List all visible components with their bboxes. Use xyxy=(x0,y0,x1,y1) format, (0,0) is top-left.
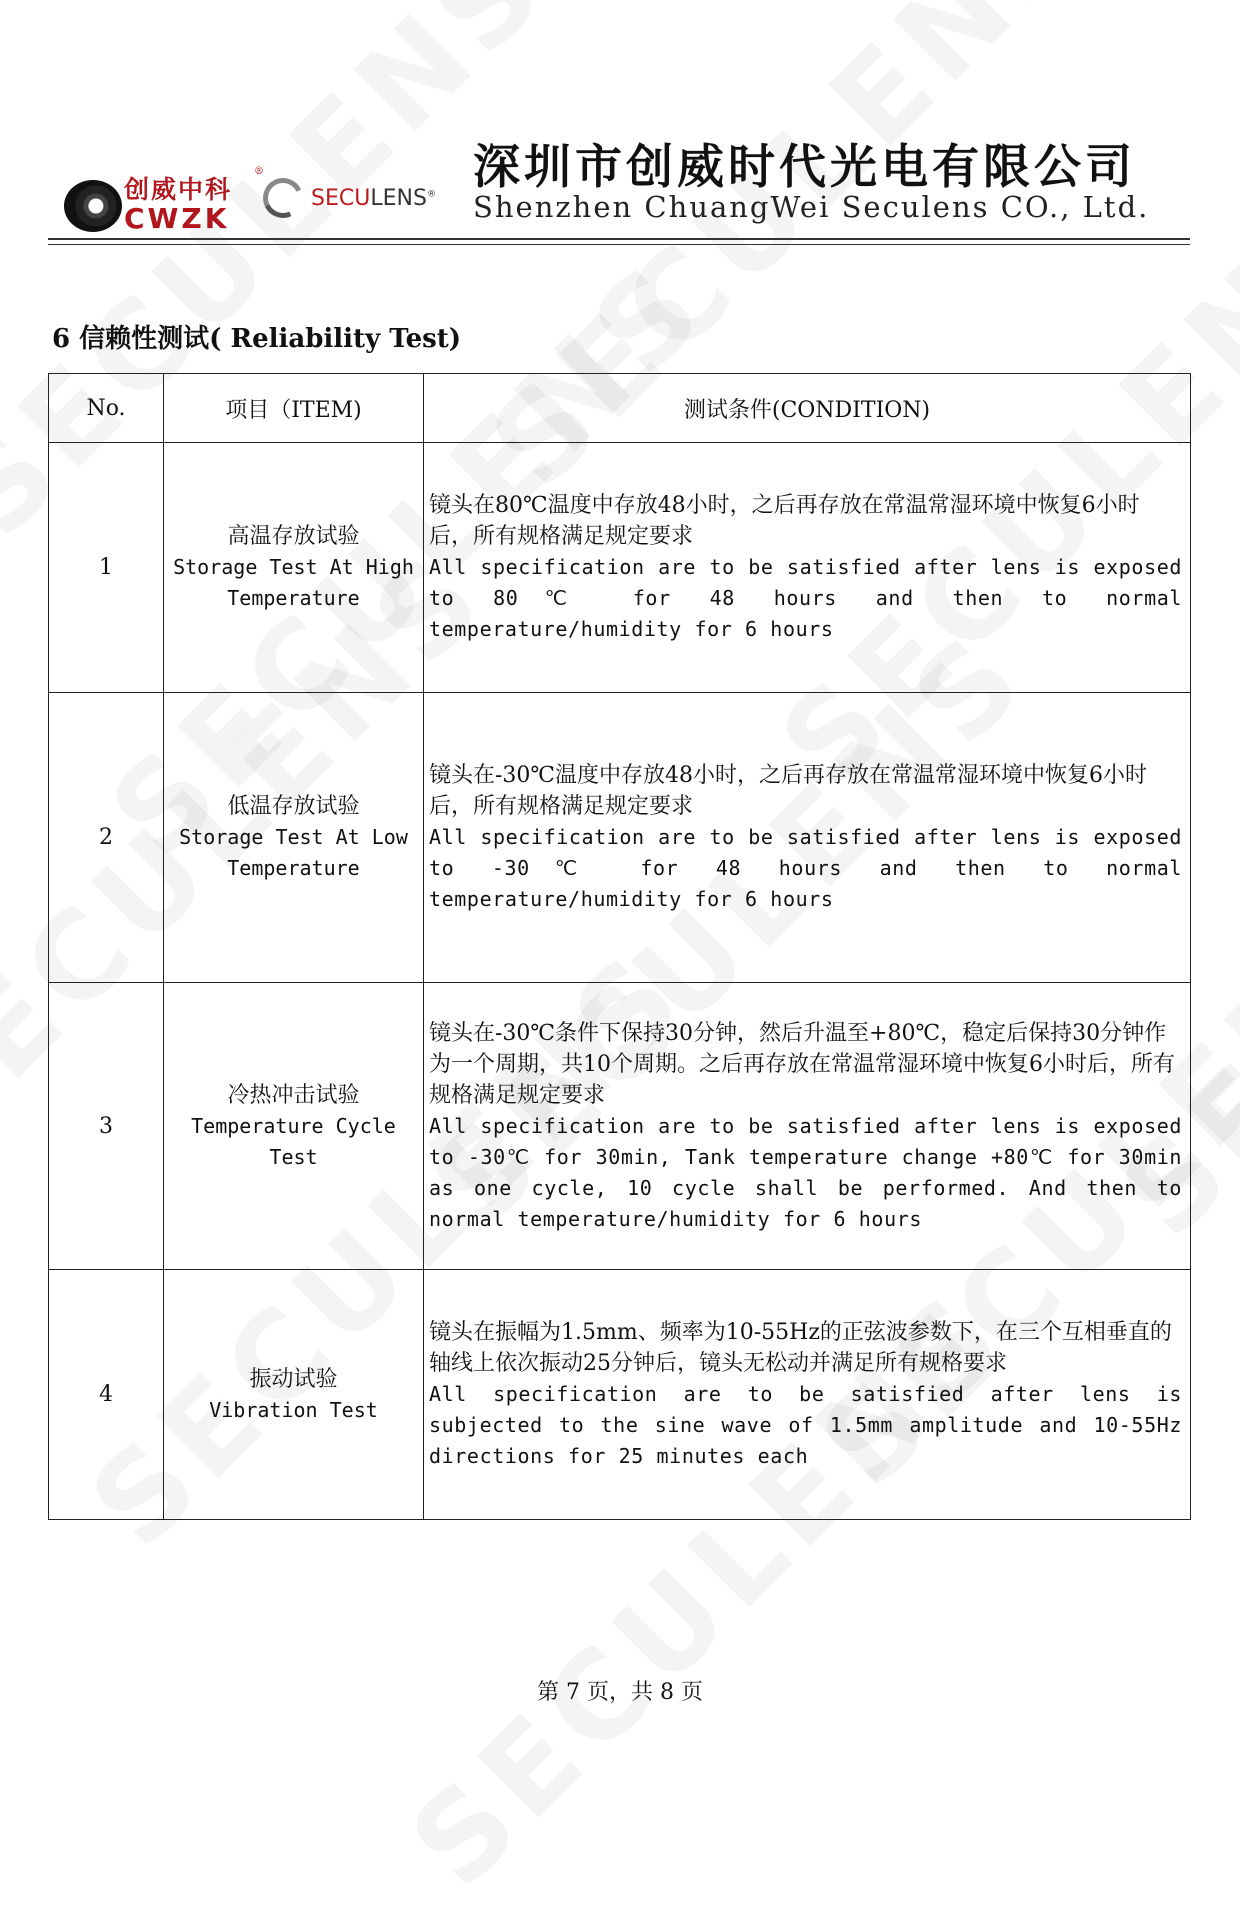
cwzk-logo-cn: 创威中科 xyxy=(124,175,233,204)
item-cn: 低温存放试验 xyxy=(227,794,360,819)
item-cn: 振动试验 xyxy=(249,1366,338,1392)
section-title: 6 信赖性测试( Reliability Test) xyxy=(52,324,462,354)
item-en: Storage Test At High Temperature xyxy=(173,555,414,610)
company-name-cn: 深圳市创威时代光电有限公司 xyxy=(473,140,1136,195)
cwzk-logo xyxy=(64,164,264,235)
col-header-no: No. xyxy=(49,374,164,443)
condition-en: All specification are to be satisfied after lens is subjected to the sine wave of 1.5mm amplitude and 10-55Hz directions for 25 minutes each xyxy=(429,1382,1182,1468)
row-condition xyxy=(424,1270,1191,1520)
row-condition xyxy=(424,693,1191,983)
header-rule-thin xyxy=(48,244,1190,245)
condition-en: All specification are to be satisfied after lens is exposed to -30℃ for 48 hours and then to normal temperature/humidity for 6 hours xyxy=(429,825,1182,911)
item-en: Vibration Test xyxy=(209,1397,378,1422)
company-name-en: Shenzhen ChuangWei Seculens CO., Ltd. xyxy=(473,190,1150,224)
item-cn: 高温存放试验 xyxy=(227,524,360,549)
row-item xyxy=(164,1270,424,1520)
item-en: Storage Test At Low Temperature xyxy=(179,825,408,880)
col-header-item: 项目（ITEM) xyxy=(164,374,424,443)
row-item xyxy=(164,983,424,1270)
table-row xyxy=(49,693,1191,983)
letterhead xyxy=(48,110,1190,250)
row-condition xyxy=(424,983,1191,1270)
table-header-row xyxy=(49,374,1191,443)
condition-en: All specification are to be satisfied after lens is exposed to -30℃ for 30min, Tank temperature change +80℃ for 30min as one cycle, 10 cycle shall be performed. And then to normal temperature/humidity for 6 hours xyxy=(429,1113,1182,1231)
item-en: Temperature Cycle Test xyxy=(191,1113,396,1169)
row-item xyxy=(164,693,424,983)
row-no: 4 xyxy=(49,1270,164,1520)
reliability-table xyxy=(48,373,1191,1520)
item-cn: 冷热冲击试验 xyxy=(227,1082,360,1108)
cwzk-logo-en: CWZK xyxy=(124,202,230,235)
row-no: 2 xyxy=(49,693,164,983)
header-rule xyxy=(48,238,1190,240)
row-condition xyxy=(424,443,1191,693)
row-no: 1 xyxy=(49,443,164,693)
condition-en: All specification are to be satisfied after lens is exposed to 80℃ for 48 hours and then to normal temperature/humidity for 6 hours xyxy=(429,555,1182,641)
page-number: 第 7 页，共 8 页 xyxy=(537,1680,703,1705)
condition-cn: 镜头在-30℃条件下保持30分钟，然后升温至+80℃，稳定后保持30分钟作为一个周期，共10个周期。之后再存放在常温常湿环境中恢复6小时后，所有规格满足规定要求 xyxy=(429,1020,1175,1108)
table-row xyxy=(49,443,1191,693)
row-item xyxy=(164,443,424,693)
condition-cn: 镜头在-30℃温度中存放48小时，之后再存放在常温常湿环境中恢复6小时后，所有规格满足规定要求 xyxy=(429,763,1148,819)
table-row xyxy=(49,983,1191,1270)
table-row xyxy=(49,1270,1191,1520)
condition-cn: 镜头在振幅为1.5mm、频率为10-55Hz的正弦波参数下，在三个互相垂直的轴线上依次振动25分钟后，镜头无松动并满足所有规格要求 xyxy=(429,1320,1172,1376)
condition-cn: 镜头在80℃温度中存放48小时，之后再存放在常温常湿环境中恢复6小时后，所有规格满足规定要求 xyxy=(429,493,1140,549)
registered-mark: ® xyxy=(254,166,264,177)
row-no: 3 xyxy=(49,983,164,1270)
col-header-condition: 测试条件(CONDITION) xyxy=(424,374,1191,443)
swirl-icon xyxy=(257,172,308,223)
lens-disk-icon xyxy=(64,180,122,232)
seculens-logo-text: SECULENS® xyxy=(311,186,436,211)
seculens-logo xyxy=(263,172,443,232)
